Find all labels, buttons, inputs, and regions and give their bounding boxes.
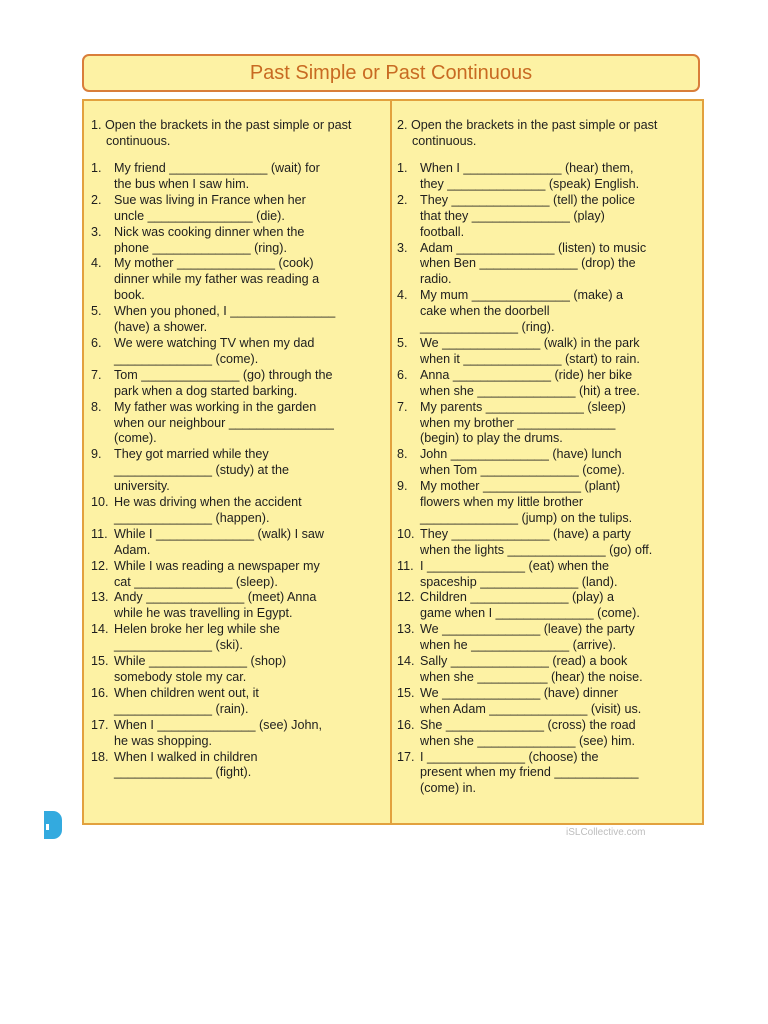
item-line: they ______________ (speak) English. xyxy=(420,176,640,191)
item-line: When you phoned, I _______________ xyxy=(114,304,336,319)
exercise-item xyxy=(91,527,387,559)
item-line: My father was working in the garden xyxy=(114,399,317,414)
item-line: cat ______________ (sleep). xyxy=(114,574,278,589)
exercise-item xyxy=(397,400,702,448)
item-text xyxy=(420,336,702,368)
item-line: ______________ (rain). xyxy=(114,701,249,716)
item-text xyxy=(420,654,702,686)
exercise-2-instruction: 2. Open the brackets in the past simple or past continuous. xyxy=(397,118,658,148)
exercise-item xyxy=(397,527,702,559)
exercise-item xyxy=(91,447,387,495)
exercise-item xyxy=(397,622,702,654)
item-number: 5. xyxy=(397,335,408,350)
item-number: 9. xyxy=(91,447,102,462)
item-text xyxy=(114,559,387,591)
item-text xyxy=(420,750,702,798)
item-line: Sue was living in France when her xyxy=(114,192,306,207)
item-text xyxy=(114,368,387,400)
worksheet-title: Past Simple or Past Continuous xyxy=(82,54,700,92)
column-divider xyxy=(390,101,392,823)
item-text xyxy=(420,718,702,750)
item-number: 3. xyxy=(397,240,408,255)
exercise-item xyxy=(397,161,702,193)
item-text xyxy=(114,622,387,654)
item-line: Nick was cooking dinner when the xyxy=(114,224,305,239)
item-line: somebody stole my car. xyxy=(114,670,247,684)
item-text xyxy=(420,400,702,448)
item-text xyxy=(420,622,702,654)
item-number: 4. xyxy=(397,288,408,303)
item-line: Adam ______________ (listen) to music xyxy=(420,240,647,255)
exercise-item xyxy=(397,559,702,591)
item-line: when it ______________ (start) to rain. xyxy=(420,351,640,366)
item-line: When I ______________ (hear) them, xyxy=(420,161,634,175)
item-text xyxy=(420,368,702,400)
item-text xyxy=(114,686,387,718)
item-text xyxy=(420,447,702,479)
exercise-item xyxy=(91,750,387,782)
item-number: 1. xyxy=(91,161,102,175)
exercise-item xyxy=(397,447,702,479)
exercise-item xyxy=(397,654,702,686)
item-line: I ______________ (eat) when the xyxy=(420,558,610,573)
item-text xyxy=(420,241,702,289)
item-line: (begin) to play the drums. xyxy=(420,431,563,446)
exercise-item xyxy=(91,193,387,225)
item-line: (come). xyxy=(114,431,157,446)
item-line: when my brother ______________ xyxy=(420,415,616,430)
item-number: 11. xyxy=(91,526,108,541)
item-text xyxy=(114,225,387,257)
item-text xyxy=(420,590,702,622)
item-line: John ______________ (have) lunch xyxy=(420,447,622,462)
item-line: When I walked in children xyxy=(114,749,258,764)
exercise-item xyxy=(397,750,702,798)
item-number: 16. xyxy=(91,685,109,700)
item-number: 14. xyxy=(397,654,415,669)
exercise-sheet xyxy=(82,99,704,825)
item-text xyxy=(114,654,387,686)
item-line: ______________ (come). xyxy=(114,351,259,366)
item-text xyxy=(114,193,387,225)
item-text xyxy=(420,479,702,527)
item-text xyxy=(420,288,702,336)
item-line: They ______________ (tell) the police xyxy=(420,192,635,207)
item-number: 12. xyxy=(397,590,415,605)
exercise-2-column xyxy=(397,117,702,797)
item-line: ______________ (happen). xyxy=(114,510,270,525)
item-number: 17. xyxy=(91,717,109,732)
item-line: university. xyxy=(114,479,170,494)
exercise-item xyxy=(91,590,387,622)
item-text xyxy=(114,304,387,336)
item-number: 15. xyxy=(91,654,109,669)
item-line: My mother ______________ (plant) xyxy=(420,479,621,494)
item-line: They ______________ (have) a party xyxy=(420,526,631,541)
item-line: Adam. xyxy=(114,542,151,557)
item-line: cake when the doorbell xyxy=(420,304,550,319)
item-line: that they ______________ (play) xyxy=(420,208,605,223)
item-line: Tom ______________ (go) through the xyxy=(114,367,333,382)
exercise-item xyxy=(397,241,702,289)
exercise-item xyxy=(91,654,387,686)
item-number: 10. xyxy=(91,495,109,510)
item-line: We ______________ (have) dinner xyxy=(420,685,618,700)
item-line: ______________ (jump) on the tulips. xyxy=(420,510,633,525)
item-line: We were watching TV when my dad xyxy=(114,335,315,350)
item-line: (come) in. xyxy=(420,781,476,796)
item-line: uncle _______________ (die). xyxy=(114,208,285,223)
item-line: phone ______________ (ring). xyxy=(114,240,287,255)
item-number: 13. xyxy=(397,622,415,637)
item-line: the bus when I saw him. xyxy=(114,176,250,191)
item-number: 4. xyxy=(91,256,102,271)
exercise-item xyxy=(91,256,387,304)
exercise-item xyxy=(91,336,387,368)
item-line: when Tom ______________ (come). xyxy=(420,463,625,478)
item-number: 1. xyxy=(397,161,408,175)
item-line: radio. xyxy=(420,272,452,287)
item-number: 2. xyxy=(397,192,408,207)
item-line: Children ______________ (play) a xyxy=(420,590,614,605)
item-line: We ______________ (leave) the party xyxy=(420,622,635,637)
item-line: When I ______________ (see) John, xyxy=(114,717,322,732)
exercise-item xyxy=(91,622,387,654)
item-text xyxy=(420,559,702,591)
item-number: 7. xyxy=(91,367,102,382)
exercise-item xyxy=(397,368,702,400)
item-text xyxy=(420,161,702,193)
exercise-1-column xyxy=(91,117,387,781)
item-text xyxy=(114,447,387,495)
item-line: My mother ______________ (cook) xyxy=(114,256,314,271)
item-number: 8. xyxy=(397,447,408,462)
item-line: ______________ (study) at the xyxy=(114,463,290,478)
item-line: Helen broke her leg while she xyxy=(114,622,280,637)
item-line: Andy ______________ (meet) Anna xyxy=(114,590,317,605)
item-line: ______________ (ski). xyxy=(114,638,243,653)
item-line: when she ______________ (hit) a tree. xyxy=(420,383,640,398)
exercise-item xyxy=(397,686,702,718)
item-number: 9. xyxy=(397,479,408,494)
item-text xyxy=(114,527,387,559)
item-line: While I was reading a newspaper my xyxy=(114,558,320,573)
item-text xyxy=(114,718,387,750)
item-number: 11. xyxy=(397,558,414,573)
item-line: Anna ______________ (ride) her bike xyxy=(420,367,633,382)
item-line: when our neighbour _______________ xyxy=(114,415,334,430)
item-number: 13. xyxy=(91,590,109,605)
item-line: ______________ (fight). xyxy=(114,765,252,780)
item-line: present when my friend ____________ xyxy=(420,765,639,780)
exercise-item xyxy=(397,479,702,527)
exercise-item xyxy=(91,559,387,591)
item-line: ______________ (ring). xyxy=(420,320,555,335)
exercise-item xyxy=(91,686,387,718)
item-line: game when I ______________ (come). xyxy=(420,606,640,621)
item-line: park when a dog started barking. xyxy=(114,383,298,398)
item-line: he was shopping. xyxy=(114,733,213,748)
item-line: when she ______________ (see) him. xyxy=(420,733,635,748)
item-line: flowers when my little brother xyxy=(420,495,584,510)
item-line: While I ______________ (walk) I saw xyxy=(114,526,325,541)
item-line: while he was travelling in Egypt. xyxy=(114,606,293,621)
item-text xyxy=(114,400,387,448)
exercise-item xyxy=(91,718,387,750)
item-line: when he ______________ (arrive). xyxy=(420,638,617,653)
item-number: 10. xyxy=(397,526,415,541)
item-line: They got married while they xyxy=(114,447,269,462)
item-number: 17. xyxy=(397,749,415,764)
exercise-item xyxy=(91,495,387,527)
exercise-item xyxy=(91,400,387,448)
item-line: My mum ______________ (make) a xyxy=(420,288,624,303)
item-number: 6. xyxy=(397,367,408,382)
item-line: I ______________ (choose) the xyxy=(420,749,599,764)
item-line: football. xyxy=(420,224,465,239)
exercise-1-instruction: 1. Open the brackets in the past simple or past continuous. xyxy=(91,118,352,148)
item-line: While ______________ (shop) xyxy=(114,654,287,669)
item-line: when Ben ______________ (drop) the xyxy=(420,256,636,271)
item-line: spaceship ______________ (land). xyxy=(420,574,618,589)
site-watermark: iSLCollective.com xyxy=(566,827,646,838)
exercise-item xyxy=(397,336,702,368)
item-number: 5. xyxy=(91,304,102,319)
item-text xyxy=(114,161,387,193)
item-line: She ______________ (cross) the road xyxy=(420,717,636,732)
item-text xyxy=(114,495,387,527)
item-number: 2. xyxy=(91,192,102,207)
item-number: 6. xyxy=(91,335,102,350)
item-text xyxy=(420,193,702,241)
item-line: When children went out, it xyxy=(114,685,259,700)
item-line: Sally ______________ (read) a book xyxy=(420,654,628,669)
exercise-item xyxy=(91,304,387,336)
item-line: when Adam ______________ (visit) us. xyxy=(420,701,642,716)
exercise-item xyxy=(91,225,387,257)
item-number: 8. xyxy=(91,399,102,414)
exercise-item xyxy=(397,718,702,750)
item-text xyxy=(114,256,387,304)
item-number: 12. xyxy=(91,558,109,573)
exercise-item xyxy=(397,193,702,241)
item-line: My friend ______________ (wait) for xyxy=(114,161,320,175)
item-line: when the lights ______________ (go) off. xyxy=(420,542,653,557)
item-text xyxy=(420,686,702,718)
exercise-item xyxy=(397,590,702,622)
item-text xyxy=(114,750,387,782)
item-line: My parents ______________ (sleep) xyxy=(420,399,626,414)
exercise-item xyxy=(91,161,387,193)
exercise-2-items xyxy=(397,161,702,797)
item-number: 15. xyxy=(397,685,415,700)
bookmark-logo-icon xyxy=(44,811,62,839)
item-line: book. xyxy=(114,288,145,303)
exercise-item xyxy=(91,368,387,400)
exercise-item xyxy=(397,288,702,336)
item-text xyxy=(114,590,387,622)
item-line: We ______________ (walk) in the park xyxy=(420,335,640,350)
exercise-1-items xyxy=(91,161,387,781)
item-line: dinner while my father was reading a xyxy=(114,272,320,287)
item-line: when she __________ (hear) the noise. xyxy=(420,670,643,684)
item-text xyxy=(420,527,702,559)
item-line: He was driving when the accident xyxy=(114,495,302,510)
item-number: 16. xyxy=(397,717,415,732)
item-number: 14. xyxy=(91,622,109,637)
item-line: (have) a shower. xyxy=(114,320,208,335)
item-number: 3. xyxy=(91,224,102,239)
item-number: 18. xyxy=(91,749,109,764)
item-number: 7. xyxy=(397,399,408,414)
item-text xyxy=(114,336,387,368)
